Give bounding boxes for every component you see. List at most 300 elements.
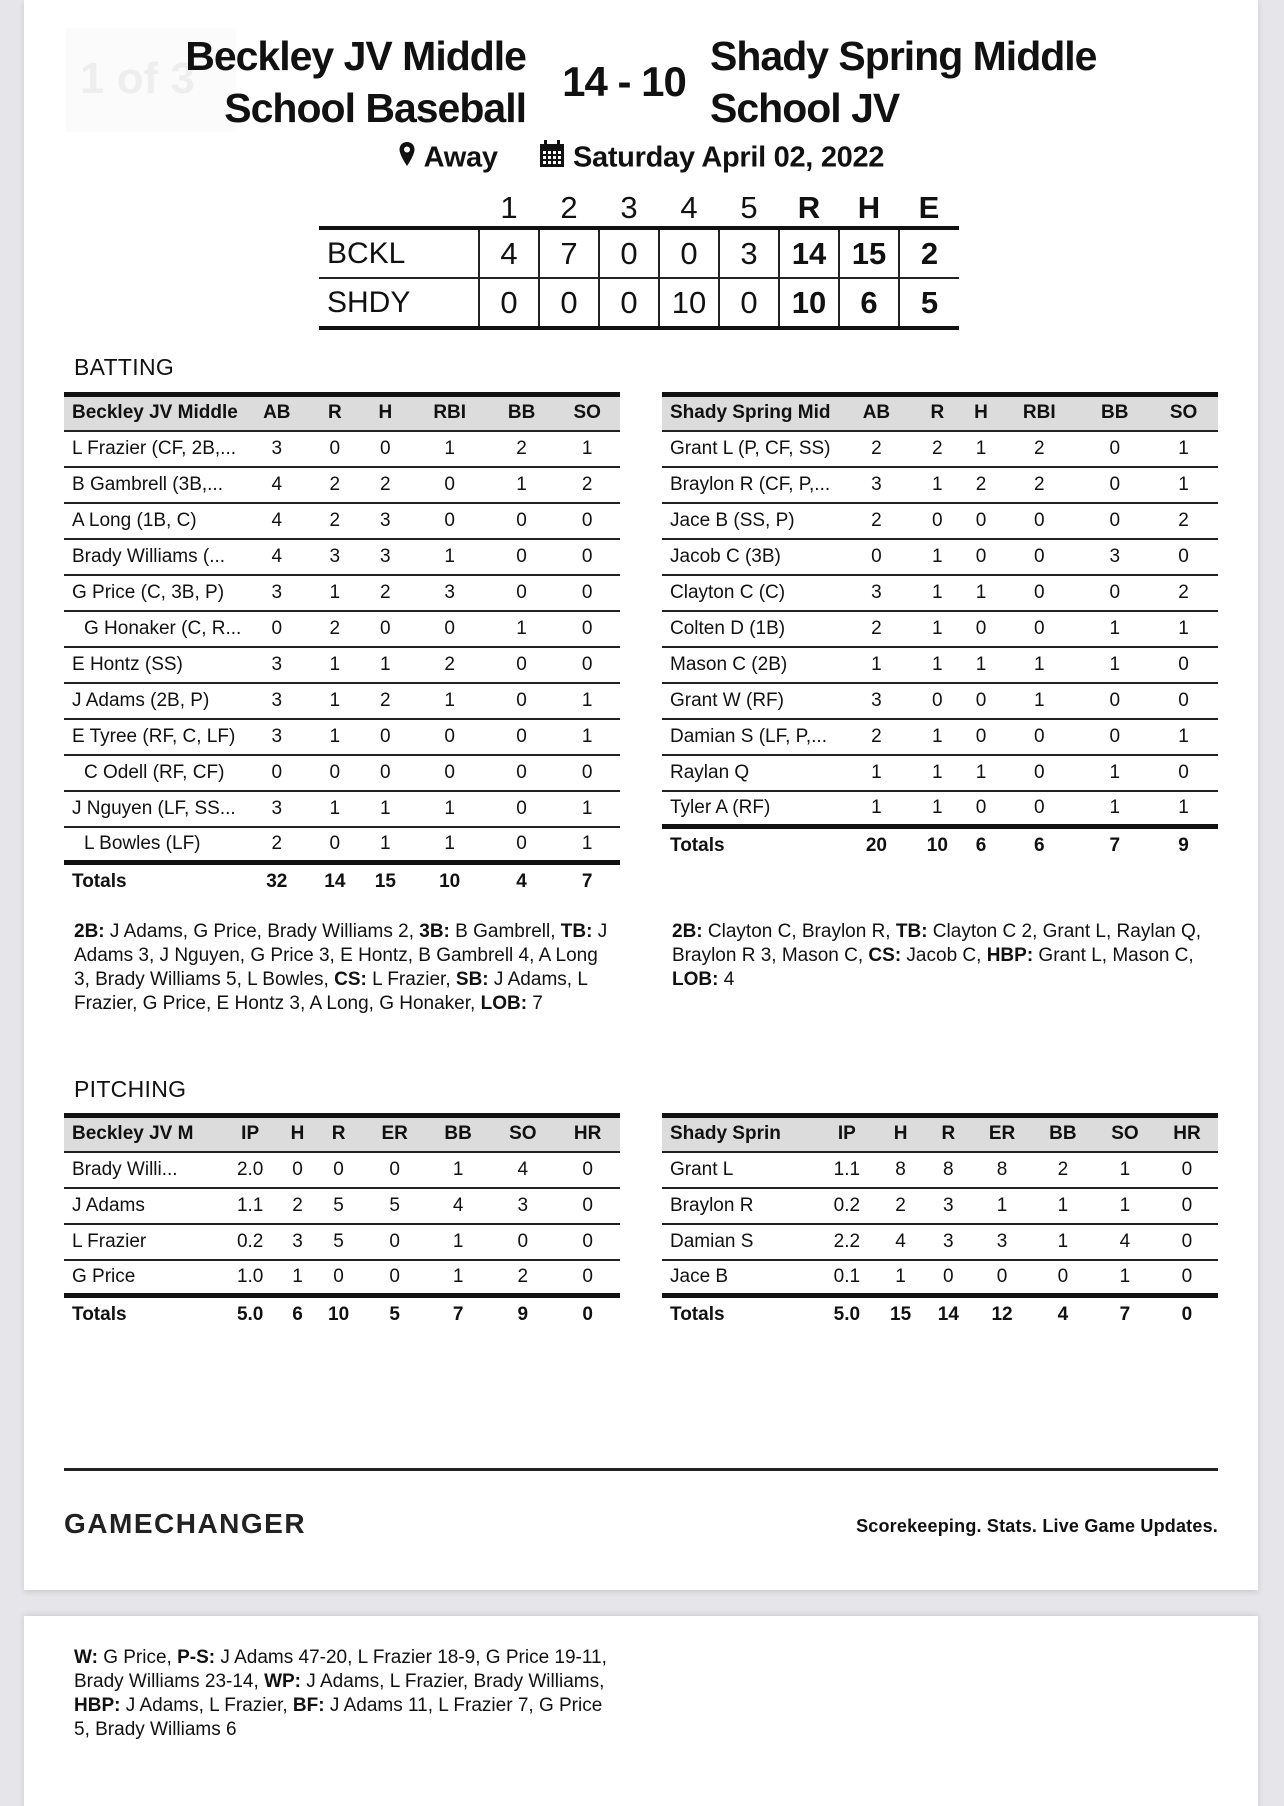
batting-section-label: BATTING — [74, 354, 175, 380]
player-row — [662, 683, 1218, 719]
stat-cell: 3 — [244, 791, 310, 827]
player-name: Mason C (2B) — [662, 647, 842, 683]
stat-cell: 0 — [998, 791, 1080, 827]
totals-cell: 20 — [865, 834, 887, 856]
player-name: Jacob C (3B) — [662, 539, 842, 575]
totals-cell: 6 — [292, 1303, 303, 1325]
stat-cell: 0 — [998, 611, 1080, 647]
stat-cell: 3 — [244, 683, 310, 719]
stat-cell: 0 — [964, 503, 998, 539]
note-value: J Adams 11, L Frazier 7, G Price 5, Brady Williams 6 — [74, 1695, 603, 1740]
note-value: L Frazier, — [366, 969, 456, 990]
player-name: L Frazier — [64, 1224, 219, 1260]
stat-column-header: R — [310, 395, 361, 431]
stat-cell: 0 — [964, 719, 998, 755]
stat-cell: 1 — [1032, 1224, 1094, 1260]
stat-cell: 1 — [911, 611, 964, 647]
player-row — [64, 1260, 620, 1296]
stat-cell: 2 — [842, 719, 911, 755]
stat-column-header: BB — [1032, 1116, 1094, 1152]
stat-cell: 0 — [554, 611, 620, 647]
stat-column-header: H — [360, 395, 411, 431]
stat-cell: 0 — [489, 503, 555, 539]
stat-cell: 2 — [244, 827, 310, 863]
total-hits: 6 — [839, 278, 899, 328]
player-name: Brady Willi... — [64, 1152, 219, 1188]
inning-header: 5 — [740, 190, 758, 225]
player-name: Braylon R (CF, P,... — [662, 467, 842, 503]
team-abbr: SHDY — [319, 278, 479, 328]
stat-cell: 0 — [360, 755, 411, 791]
stat-cell: 2 — [554, 467, 620, 503]
stat-cell: 0 — [489, 647, 555, 683]
game-date: Saturday April 02, 2022 — [572, 141, 885, 174]
note-value: J Adams, L Frazier, — [120, 1695, 293, 1716]
stat-cell: 0 — [364, 1152, 426, 1188]
stat-cell: 0 — [281, 1152, 313, 1188]
player-name: Raylan Q — [662, 755, 842, 791]
stat-cell: 8 — [924, 1152, 972, 1188]
note-value: J Adams, L Frazier, G Price, E Hontz 3, A Long, G Honaker, — [74, 969, 588, 1014]
player-row — [662, 539, 1218, 575]
pitching-section-label: PITCHING — [74, 1076, 187, 1102]
stat-cell: 1 — [842, 647, 911, 683]
stat-cell: 1 — [411, 683, 489, 719]
note-value: 7 — [527, 993, 543, 1014]
note-key: BF: — [292, 1695, 325, 1716]
line-score-row — [319, 278, 959, 328]
stat-cell: 3 — [490, 1188, 555, 1224]
stat-cell: 3 — [411, 575, 489, 611]
stat-cell: 3 — [244, 575, 310, 611]
stat-cell: 1 — [310, 647, 361, 683]
stat-cell: 3 — [360, 503, 411, 539]
stat-cell: 1 — [911, 575, 964, 611]
inning-runs: 0 — [539, 278, 599, 328]
stat-cell: 0 — [411, 503, 489, 539]
stat-cell: 0 — [1149, 683, 1218, 719]
table-header-row — [64, 1116, 620, 1152]
stat-cell: 0 — [360, 719, 411, 755]
player-row — [662, 791, 1218, 827]
stat-cell: 1 — [554, 719, 620, 755]
player-name: Jace B — [662, 1260, 817, 1296]
player-name: L Frazier (CF, 2B,... — [64, 431, 244, 467]
stat-cell: 2 — [360, 467, 411, 503]
player-row — [662, 755, 1218, 791]
totals-cell: 0 — [582, 1303, 593, 1325]
player-row — [64, 719, 620, 755]
total-errors: 2 — [899, 228, 959, 278]
stat-column-header: H — [964, 395, 998, 431]
stat-column-header: RBI — [998, 395, 1080, 431]
stat-cell: 1 — [281, 1260, 313, 1296]
player-name: Grant W (RF) — [662, 683, 842, 719]
away-pitching-table — [662, 1113, 1218, 1332]
stat-cell: 0 — [490, 1224, 555, 1260]
note-key: CS: — [868, 945, 902, 966]
note-key: TB: — [560, 921, 593, 942]
stat-cell: 0 — [554, 647, 620, 683]
totals-row — [64, 1296, 620, 1332]
stat-column-header: SO — [1094, 1116, 1156, 1152]
stat-cell: 2.0 — [219, 1152, 281, 1188]
totals-cell: 7 — [1119, 1303, 1131, 1325]
stat-cell: 5 — [314, 1224, 364, 1260]
note-key: LOB: — [672, 969, 719, 990]
stat-cell: 1 — [1094, 1188, 1156, 1224]
stat-cell: 2 — [310, 503, 361, 539]
stat-cell: 0 — [554, 755, 620, 791]
stat-cell: 2 — [489, 431, 555, 467]
note-key: 3B: — [419, 921, 450, 942]
player-name: J Adams — [64, 1188, 219, 1224]
box-score-page-2 — [24, 1616, 1258, 1806]
stat-cell: 0 — [555, 1260, 620, 1296]
totals-cell: 15 — [374, 870, 396, 892]
stat-cell: 0 — [911, 503, 964, 539]
game-meta — [24, 140, 1258, 176]
page-indicator-ghost: 1 of 3 — [66, 28, 236, 132]
stat-cell: 0 — [1149, 539, 1218, 575]
pitching-notes — [74, 1646, 614, 1742]
note-value: B Gambrell, — [449, 921, 561, 942]
totals-cell: 0 — [1181, 1303, 1193, 1325]
player-row — [64, 467, 620, 503]
stat-cell: 1 — [360, 791, 411, 827]
note-key: HBP: — [986, 945, 1034, 966]
player-row — [662, 1188, 1218, 1224]
stat-cell: 4 — [244, 467, 310, 503]
totals-label: Totals — [72, 870, 127, 892]
line-score-row — [319, 228, 959, 278]
inning-runs: 0 — [719, 278, 779, 328]
totals-row — [64, 863, 620, 899]
stat-cell: 2 — [360, 575, 411, 611]
stat-cell: 4 — [244, 503, 310, 539]
stat-column-header: AB — [842, 395, 911, 431]
player-row — [662, 575, 1218, 611]
stat-cell: 3 — [972, 1224, 1032, 1260]
note-key: W: — [74, 1647, 98, 1668]
player-name: Damian S (LF, P,... — [662, 719, 842, 755]
totals-cell: 32 — [266, 870, 288, 892]
totals-cell: 5.0 — [236, 1303, 264, 1325]
stat-cell: 1 — [972, 1188, 1032, 1224]
totals-cell: 14 — [937, 1303, 959, 1325]
player-row — [64, 1224, 620, 1260]
stat-cell: 3 — [924, 1224, 972, 1260]
hits-header: H — [857, 190, 881, 225]
total-runs: 10 — [779, 278, 839, 328]
stat-cell: 0 — [555, 1188, 620, 1224]
stat-cell: 0 — [1080, 575, 1149, 611]
player-name: J Adams (2B, P) — [64, 683, 244, 719]
note-key: CS: — [334, 969, 367, 990]
stat-cell: 1 — [911, 755, 964, 791]
player-row — [64, 575, 620, 611]
player-name: E Tyree (RF, C, LF) — [64, 719, 244, 755]
stat-cell: 0 — [554, 503, 620, 539]
total-runs: 14 — [779, 228, 839, 278]
player-row — [662, 467, 1218, 503]
stat-cell: 0 — [998, 755, 1080, 791]
stat-cell: 0 — [972, 1260, 1032, 1296]
totals-cell: 14 — [324, 870, 346, 892]
stat-cell: 0 — [1156, 1224, 1218, 1260]
stat-cell: 1 — [310, 719, 361, 755]
stat-cell: 2 — [490, 1260, 555, 1296]
line-score-table — [319, 190, 959, 330]
stat-cell: 2 — [1032, 1152, 1094, 1188]
stat-column-header: R — [924, 1116, 972, 1152]
inning-header: 2 — [560, 190, 578, 225]
stat-cell: 0 — [964, 791, 998, 827]
stat-cell: 0 — [842, 539, 911, 575]
stat-cell: 0 — [1156, 1188, 1218, 1224]
inning-runs: 0 — [659, 228, 719, 278]
stat-cell: 0 — [489, 719, 555, 755]
errors-header: E — [918, 190, 940, 225]
note-key: TB: — [895, 921, 928, 942]
stat-cell: 2 — [411, 647, 489, 683]
totals-label: Totals — [670, 1303, 725, 1325]
player-name: G Honaker (C, R... — [64, 611, 244, 647]
inning-header: 3 — [620, 190, 638, 225]
stat-cell: 1 — [1094, 1260, 1156, 1296]
inning-runs: 4 — [479, 228, 539, 278]
player-row — [64, 611, 620, 647]
stat-cell: 1 — [426, 1224, 491, 1260]
player-name: E Hontz (SS) — [64, 647, 244, 683]
totals-cell: 6 — [975, 834, 987, 856]
stat-column-header: H — [877, 1116, 925, 1152]
stat-cell: 0 — [489, 755, 555, 791]
note-key: 2B: — [672, 921, 703, 942]
stat-cell: 0.2 — [219, 1224, 281, 1260]
player-row — [64, 647, 620, 683]
stat-cell: 0 — [314, 1260, 364, 1296]
stat-cell: 2 — [1149, 503, 1218, 539]
player-row — [662, 1260, 1218, 1296]
table-header-row — [64, 395, 620, 431]
stat-cell: 3 — [1080, 539, 1149, 575]
stat-cell: 2 — [842, 611, 911, 647]
note-key: HBP: — [74, 1695, 121, 1716]
stat-cell: 3 — [244, 719, 310, 755]
stat-cell: 2 — [310, 611, 361, 647]
stat-cell: 0 — [1156, 1260, 1218, 1296]
stat-cell: 1 — [964, 575, 998, 611]
totals-row — [662, 827, 1218, 863]
stat-cell: 1 — [1149, 611, 1218, 647]
stat-cell: 2 — [911, 431, 964, 467]
stat-cell: 0 — [489, 791, 555, 827]
home-batting-table — [64, 392, 620, 899]
footer-divider — [64, 1468, 1218, 1471]
stat-cell: 3 — [842, 683, 911, 719]
stat-column-header: HR — [555, 1116, 620, 1152]
stat-cell: 1 — [1032, 1188, 1094, 1224]
stat-cell: 1 — [426, 1152, 491, 1188]
runs-header: R — [797, 190, 821, 225]
stat-cell: 2 — [360, 683, 411, 719]
team-column-header: Shady Spring Mid — [662, 395, 842, 431]
stat-cell: 2 — [1149, 575, 1218, 611]
stat-cell: 1.1 — [219, 1188, 281, 1224]
inning-runs: 0 — [599, 278, 659, 328]
totals-cell: 15 — [890, 1303, 912, 1325]
stat-cell: 0 — [310, 755, 361, 791]
stat-cell: 0 — [489, 575, 555, 611]
stat-cell: 1 — [911, 467, 964, 503]
stat-cell: 1 — [411, 431, 489, 467]
stat-cell: 0 — [555, 1152, 620, 1188]
player-row — [64, 539, 620, 575]
stat-cell: 1 — [411, 827, 489, 863]
stat-cell: 1 — [998, 647, 1080, 683]
stat-cell: 1 — [1149, 467, 1218, 503]
note-value: Jacob C, — [901, 945, 987, 966]
note-value: G Price, — [97, 1647, 178, 1668]
stat-cell: 3 — [244, 647, 310, 683]
stat-cell: 1 — [911, 539, 964, 575]
stat-cell: 5 — [364, 1188, 426, 1224]
stat-cell: 2 — [842, 431, 911, 467]
stat-cell: 0 — [1149, 755, 1218, 791]
footer-tagline: Scorekeeping. Stats. Live Game Updates. — [856, 1516, 1218, 1536]
totals-cell: 9 — [517, 1303, 529, 1325]
stat-cell: 0 — [554, 539, 620, 575]
home-team-name — [185, 30, 526, 134]
note-key: SB: — [455, 969, 489, 990]
stat-cell: 0 — [489, 683, 555, 719]
stat-cell: 1 — [310, 683, 361, 719]
stat-cell: 0 — [310, 827, 361, 863]
calendar-icon — [539, 140, 565, 176]
total-errors: 5 — [899, 278, 959, 328]
stat-cell: 1 — [554, 791, 620, 827]
totals-cell: 4 — [1057, 1303, 1069, 1325]
player-name: Damian S — [662, 1224, 817, 1260]
player-row — [64, 503, 620, 539]
table-header-row — [662, 1116, 1218, 1152]
gamechanger-logo: GAMECHANGER — [64, 1508, 307, 1539]
stat-cell: 3 — [924, 1188, 972, 1224]
away-team-line-1: Shady Spring Middle — [710, 33, 1097, 79]
stat-cell: 1 — [411, 791, 489, 827]
stat-cell: 1 — [1149, 431, 1218, 467]
away-team-name — [710, 30, 1096, 134]
stat-cell: 4 — [1094, 1224, 1156, 1260]
player-name: B Gambrell (3B,... — [64, 467, 244, 503]
stat-cell: 1 — [964, 431, 998, 467]
stat-cell: 0 — [314, 1152, 364, 1188]
totals-cell: 4 — [516, 870, 527, 892]
stat-cell: 0 — [411, 719, 489, 755]
totals-cell: 5.0 — [833, 1303, 861, 1325]
stat-cell: 0 — [964, 539, 998, 575]
player-name: Braylon R — [662, 1188, 817, 1224]
stat-cell: 1 — [554, 683, 620, 719]
stat-cell: 0 — [364, 1224, 426, 1260]
stat-cell: 5 — [314, 1188, 364, 1224]
home-team-line-1: Beckley JV Middle — [185, 33, 526, 79]
stat-cell: 0 — [360, 611, 411, 647]
stat-cell: 0 — [555, 1224, 620, 1260]
stat-cell: 2 — [877, 1188, 925, 1224]
stat-cell: 1 — [554, 827, 620, 863]
stat-cell: 3 — [281, 1224, 313, 1260]
stat-cell: 0 — [998, 539, 1080, 575]
note-key: 2B: — [74, 921, 105, 942]
stat-cell: 1 — [842, 791, 911, 827]
stat-cell: 1 — [911, 719, 964, 755]
inning-runs: 0 — [599, 228, 659, 278]
stat-cell: 1 — [310, 575, 361, 611]
stat-cell: 1 — [489, 611, 555, 647]
stat-cell: 0 — [924, 1260, 972, 1296]
map-pin-icon — [398, 141, 416, 175]
stat-column-header: SO — [490, 1116, 555, 1152]
stat-cell: 0 — [411, 611, 489, 647]
totals-label: Totals — [72, 1303, 127, 1325]
stat-cell: 1.0 — [219, 1260, 281, 1296]
stat-cell: 3 — [360, 539, 411, 575]
stat-cell: 4 — [490, 1152, 555, 1188]
player-name: C Odell (RF, CF) — [64, 755, 244, 791]
player-name: Clayton C (C) — [662, 575, 842, 611]
stat-cell: 0 — [1032, 1260, 1094, 1296]
stat-column-header: ER — [972, 1116, 1032, 1152]
stat-cell: 8 — [972, 1152, 1032, 1188]
stat-cell: 1 — [1149, 791, 1218, 827]
stat-column-header: SO — [1149, 395, 1218, 431]
player-row — [662, 719, 1218, 755]
table-header-row — [662, 395, 1218, 431]
away-team-line-2: School JV — [710, 85, 900, 131]
stat-cell: 2 — [842, 503, 911, 539]
note-value: 4 — [718, 969, 735, 990]
stat-cell: 1 — [911, 647, 964, 683]
stat-cell: 1 — [911, 791, 964, 827]
stat-cell: 0 — [1080, 719, 1149, 755]
stat-cell: 0 — [998, 503, 1080, 539]
stat-cell: 1 — [310, 791, 361, 827]
player-name: Colten D (1B) — [662, 611, 842, 647]
stat-cell: 4 — [244, 539, 310, 575]
totals-cell: 6 — [1033, 834, 1045, 856]
player-name: Brady Williams (... — [64, 539, 244, 575]
stat-cell: 4 — [426, 1188, 491, 1224]
stat-cell: 1 — [489, 467, 555, 503]
stat-cell: 3 — [244, 431, 310, 467]
stat-column-header: AB — [244, 395, 310, 431]
stat-cell: 0 — [411, 467, 489, 503]
note-value: J Adams 47-20, L Frazier 18-9, G Price 19-11, Brady Williams 23-14, — [74, 1647, 607, 1692]
note-value: Clayton C, Braylon R, — [702, 921, 896, 942]
stat-cell: 1 — [1080, 647, 1149, 683]
away-batting-table — [662, 392, 1218, 863]
team-column-header: Shady Sprin — [662, 1116, 817, 1152]
stat-cell: 1 — [964, 647, 998, 683]
team-column-header: Beckley JV M — [64, 1116, 219, 1152]
stat-cell: 1 — [964, 755, 998, 791]
stat-cell: 4 — [877, 1224, 925, 1260]
stat-cell: 1 — [998, 683, 1080, 719]
stat-cell: 0 — [489, 827, 555, 863]
note-key: WP: — [264, 1671, 301, 1692]
